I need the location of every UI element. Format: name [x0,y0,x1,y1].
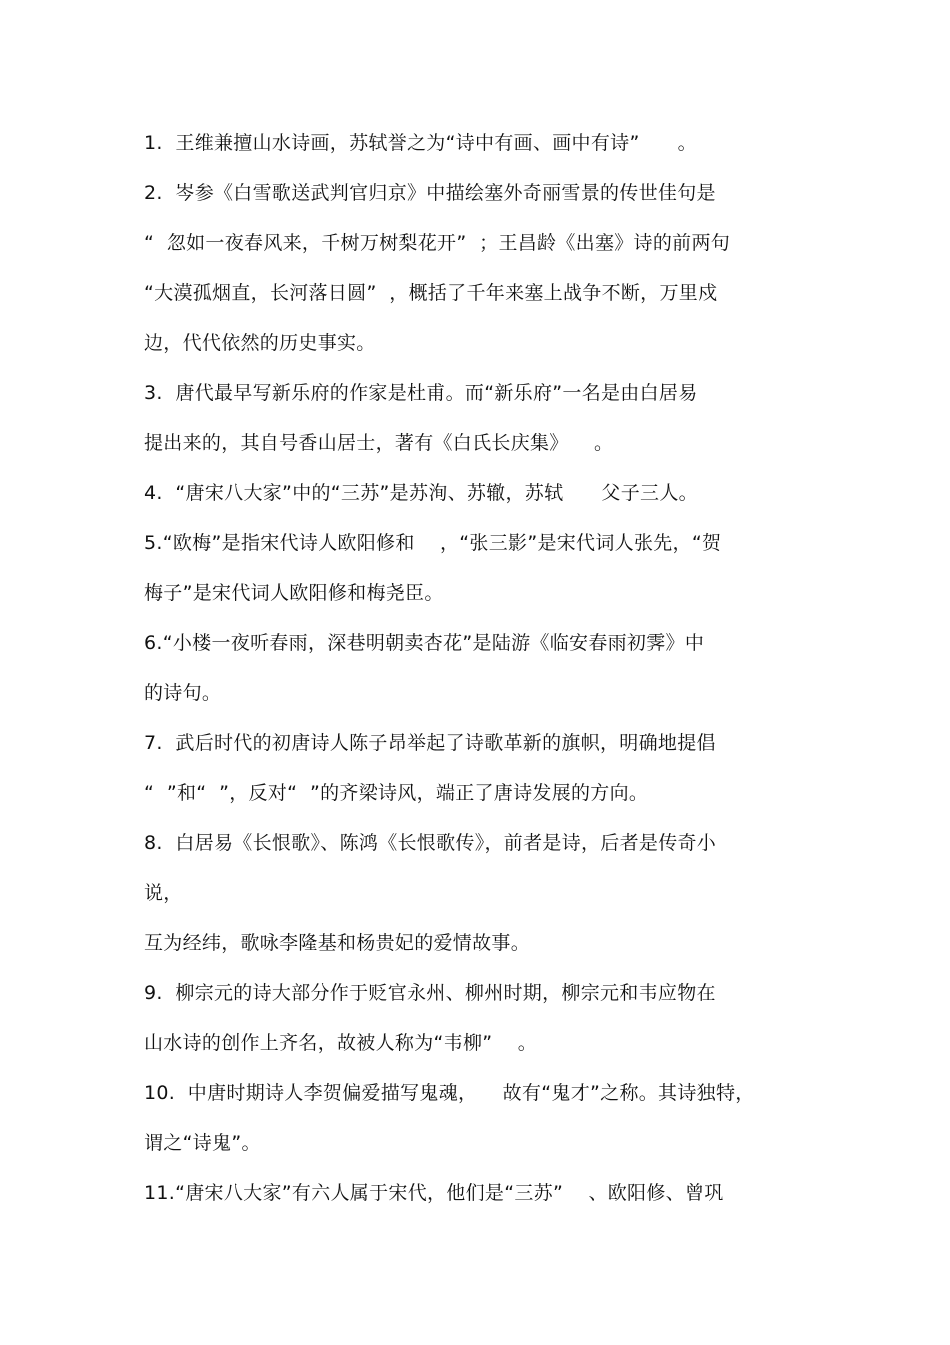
text-line-8: 4. “唐宋八大家”中的“三苏”是苏洵、苏辙，苏轼 父子三人。 [144,482,698,504]
text-line-3: “ 忽如一夜春风来，千树万树梨花开” ；王昌龄《出塞》诗的前两句 [144,232,731,254]
text-line-4: “大漠孤烟直，长河落日圆” ，概括了千年来塞上战争不断，万里戍 [144,282,718,304]
text-line-19: 山水诗的创作上齐名，故被人称为“韦柳” 。 [144,1032,538,1054]
text-line-20: 10. 中唐时期诗人李贺偏爱描写鬼魂， 故有“鬼才”之称。其诗独特， [144,1082,755,1104]
text-line-22: 11.“唐宋八大家”有六人属于宋代，他们是“三苏” 、欧阳修、曾巩 [144,1182,724,1204]
text-line-21: 谓之“诗鬼”。 [144,1132,261,1154]
text-line-9: 5.“欧梅”是指宋代诗人欧阳修和 ，“张三影”是宋代词人张先，“贺 [144,532,722,554]
text-line-1: 1. 王维兼擅山水诗画，苏轼誉之为“诗中有画、画中有诗” 。 [144,132,697,154]
text-line-11: 6.“小楼一夜听春雨，深巷明朝卖杏花”是陆游《临安春雨初霁》中 [144,632,705,654]
text-line-14: “ ”和“ ”，反对“ ”的齐梁诗风，端正了唐诗发展的方向。 [144,782,649,804]
text-line-2: 2. 岑参《白雪歌送武判官归京》中描绘塞外奇丽雪景的传世佳句是 [144,182,716,204]
text-line-5: 边，代代依然的历史事实。 [144,332,376,354]
text-line-18: 9. 柳宗元的诗大部分作于贬官永州、柳州时期，柳宗元和韦应物在 [144,982,716,1004]
text-line-16: 说， [144,882,183,904]
text-line-10: 梅子”是宋代词人欧阳修和梅尧臣。 [144,582,444,604]
text-line-6: 3. 唐代最早写新乐府的作家是杜甫。而“新乐府”一名是由白居易 [144,382,698,404]
text-line-7: 提出来的，其自号香山居士，著有《白氏长庆集》 。 [144,432,614,454]
text-line-12: 的诗句。 [144,682,222,704]
text-line-15: 8. 白居易《长恨歌》、陈鸿《长恨歌传》，前者是诗，后者是传奇小 [144,832,717,854]
text-line-13: 7. 武后时代的初唐诗人陈子昂举起了诗歌革新的旗帜，明确地提倡 [144,732,716,754]
text-line-17: 互为经纬，歌咏李隆基和杨贵妃的爱情故事。 [144,932,531,954]
